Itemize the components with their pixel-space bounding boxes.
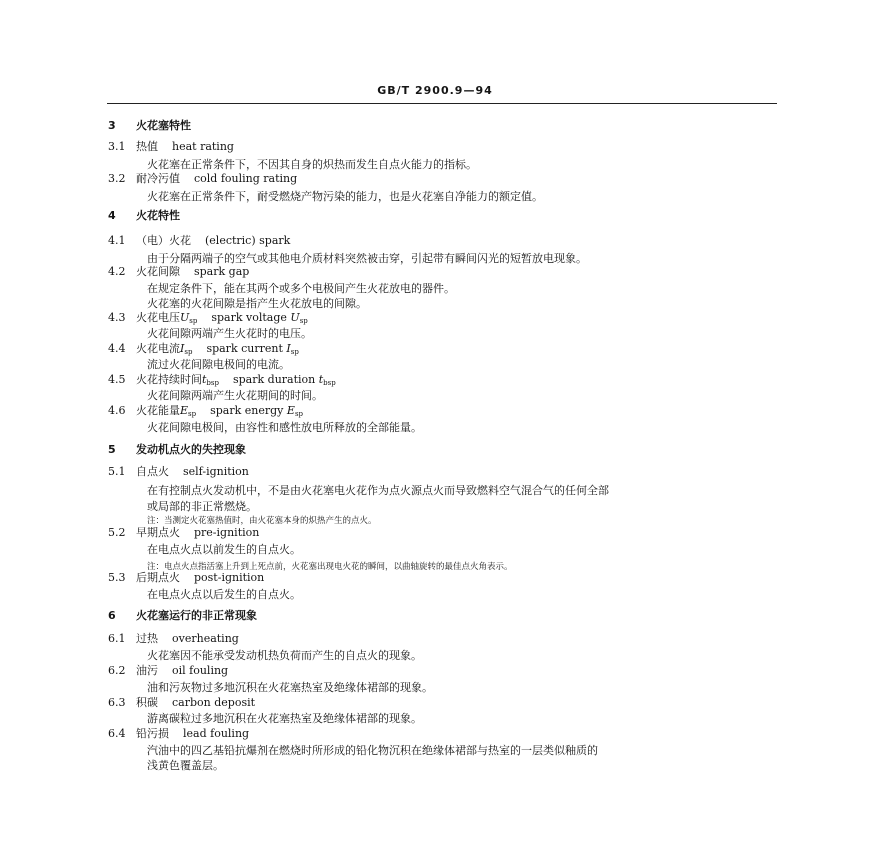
definition-5-1-line-2: 或局部的非正常燃烧。 xyxy=(147,500,257,513)
section-title: 火花特性 xyxy=(136,209,180,222)
term-en: pre-ignition xyxy=(194,526,260,539)
note-5-1: 注：当测定火花塞热值时，由火花塞本身的炽热产生的点火。 xyxy=(147,516,377,526)
term-zh: 铅污损 xyxy=(136,727,169,740)
term-4-5 xyxy=(108,373,336,387)
term-number: 3.2 xyxy=(108,172,126,185)
definition-4-4: 流过火花间隙电极间的电流。 xyxy=(147,358,290,371)
note-5-2: 注：电点火点指活塞上升到上死点前，火花塞出现电火花的瞬间，以曲轴旋转的最佳点火角表示。 xyxy=(147,562,513,572)
term-number: 4.5 xyxy=(108,373,126,386)
header-rule xyxy=(107,103,777,104)
term-zh: 耐冷污值 xyxy=(136,172,180,185)
term-en: cold fouling rating xyxy=(194,172,298,185)
definition-6-1: 火花塞因不能承受发动机热负荷而产生的自点火的现象。 xyxy=(147,649,422,662)
section-title: 火花塞运行的非正常现象 xyxy=(136,609,257,622)
term-en: spark voltage xyxy=(211,311,287,324)
term-symbol-subscript: bsp xyxy=(323,379,336,387)
term-number: 4.2 xyxy=(108,265,126,278)
term-en: (electric) spark xyxy=(205,234,291,247)
term-en: carbon deposit xyxy=(172,696,256,709)
section-5-heading xyxy=(108,443,246,457)
definition-3-1: 火花塞在正常条件下，不因其自身的炽热而发生自点火能力的指标。 xyxy=(147,158,477,171)
term-symbol: E xyxy=(286,404,295,417)
term-en: post-ignition xyxy=(194,571,265,584)
definition-4-2-line-2: 火花塞的火花间隙是指产生火花放电的间隙。 xyxy=(147,297,367,310)
term-symbol: U xyxy=(180,311,190,324)
term-4-1 xyxy=(108,234,290,248)
term-zh: 自点火 xyxy=(136,465,169,478)
standard-header: GB/T 2900.9—94 xyxy=(377,84,493,97)
definition-6-2: 油和污灰物过多地沉积在火花塞热室及绝缘体裙部的现象。 xyxy=(147,681,433,694)
term-4-6 xyxy=(108,404,303,418)
term-6-2 xyxy=(108,664,228,678)
term-en: spark duration xyxy=(232,373,316,386)
term-symbol: U xyxy=(290,311,300,324)
definition-6-4-line-1: 汽油中的四乙基铅抗爆剂在燃烧时所形成的铅化物沉积在绝缘体裙部与热室的一层类似釉质的 xyxy=(147,744,598,757)
term-symbol-subscript: sp xyxy=(188,410,197,418)
definition-4-5: 火花间隙两端产生火花期间的时间。 xyxy=(147,389,323,402)
term-3-1 xyxy=(108,140,234,154)
term-6-4 xyxy=(108,727,249,741)
term-zh: （电）火花 xyxy=(136,234,191,247)
term-zh: 火花间隙 xyxy=(136,265,180,278)
definition-6-3: 游离碳粒过多地沉积在火花塞热室及绝缘体裙部的现象。 xyxy=(147,712,422,725)
definition-4-3: 火花间隙两端产生火花时的电压。 xyxy=(147,327,312,340)
term-number: 6.4 xyxy=(108,727,126,740)
term-number: 3.1 xyxy=(108,140,126,153)
definition-4-6: 火花间隙电极间，由容性和感性放电所释放的全部能量。 xyxy=(147,421,422,434)
term-symbol: t xyxy=(318,373,324,386)
term-6-1 xyxy=(108,632,239,646)
term-symbol: I xyxy=(286,342,291,355)
section-number: 4 xyxy=(108,209,116,222)
section-number: 5 xyxy=(108,443,116,456)
term-4-3 xyxy=(108,311,308,325)
term-symbol: E xyxy=(180,404,189,417)
term-en: oil fouling xyxy=(172,664,229,677)
term-symbol: I xyxy=(180,342,185,355)
section-number: 6 xyxy=(108,609,116,622)
section-number: 3 xyxy=(108,119,116,132)
section-title: 火花塞特性 xyxy=(136,119,191,132)
term-zh: 火花电流 xyxy=(136,342,180,355)
term-5-1 xyxy=(108,465,249,479)
term-symbol: t xyxy=(202,373,207,386)
term-5-3 xyxy=(108,571,264,585)
term-number: 4.4 xyxy=(108,342,126,355)
section-4-heading xyxy=(108,209,180,223)
term-number: 6.3 xyxy=(108,696,126,709)
term-en: lead fouling xyxy=(183,727,250,740)
definition-5-1-line-1: 在有控制点火发动机中，不是由火花塞电火花作为点火源点火而导致燃料空气混合气的任何全部 xyxy=(147,484,609,497)
definition-5-2: 在电点火点以前发生的自点火。 xyxy=(147,543,301,556)
term-zh: 后期点火 xyxy=(136,571,180,584)
term-number: 5.3 xyxy=(108,571,126,584)
term-en: spark current xyxy=(206,342,283,355)
term-en: self-ignition xyxy=(183,465,249,478)
term-symbol-subscript: sp xyxy=(189,317,198,325)
definition-5-3: 在电点火点以后发生的自点火。 xyxy=(147,588,301,601)
term-number: 4.6 xyxy=(108,404,126,417)
term-6-3 xyxy=(108,696,255,710)
definition-6-4-line-2: 浅黄色覆盖层。 xyxy=(147,759,224,772)
term-number: 4.3 xyxy=(108,311,126,324)
term-en: spark energy xyxy=(210,404,284,417)
section-6-heading xyxy=(108,609,257,623)
term-zh: 早期点火 xyxy=(136,526,180,539)
term-symbol-subscript: bsp xyxy=(206,379,219,387)
term-zh: 火花电压 xyxy=(136,311,180,324)
term-3-2 xyxy=(108,172,297,186)
term-number: 5.1 xyxy=(108,465,126,478)
definition-4-1: 由于分隔两端子的空气或其他电介质材料突然被击穿，引起带有瞬间闪光的短暂放电现象。 xyxy=(147,252,587,265)
term-zh: 过热 xyxy=(136,632,158,645)
term-symbol-subscript: sp xyxy=(294,410,304,418)
term-number: 6.1 xyxy=(108,632,126,645)
term-5-2 xyxy=(108,526,259,540)
term-symbol-subscript: sp xyxy=(299,317,308,325)
term-zh: 油污 xyxy=(136,664,158,677)
term-en: heat rating xyxy=(172,140,234,153)
term-4-4 xyxy=(108,342,299,356)
section-3-heading xyxy=(108,119,191,133)
term-en: spark gap xyxy=(194,265,250,278)
term-zh: 火花持续时间 xyxy=(136,373,202,386)
term-en: overheating xyxy=(172,632,239,645)
term-number: 4.1 xyxy=(108,234,126,247)
term-zh: 火花能量 xyxy=(136,404,180,417)
section-title: 发动机点火的失控现象 xyxy=(136,443,246,456)
term-symbol-subscript: sp xyxy=(290,348,299,356)
term-number: 6.2 xyxy=(108,664,126,677)
term-symbol-subscript: sp xyxy=(184,348,193,356)
term-4-2 xyxy=(108,265,249,279)
term-number: 5.2 xyxy=(108,526,126,539)
term-zh: 积碳 xyxy=(136,696,158,709)
term-zh: 热值 xyxy=(136,140,158,153)
definition-4-2-line-1: 在规定条件下，能在其两个或多个电极间产生火花放电的器件。 xyxy=(147,282,455,295)
definition-3-2: 火花塞在正常条件下，耐受燃烧产物污染的能力，也是火花塞自净能力的额定值。 xyxy=(147,190,543,203)
